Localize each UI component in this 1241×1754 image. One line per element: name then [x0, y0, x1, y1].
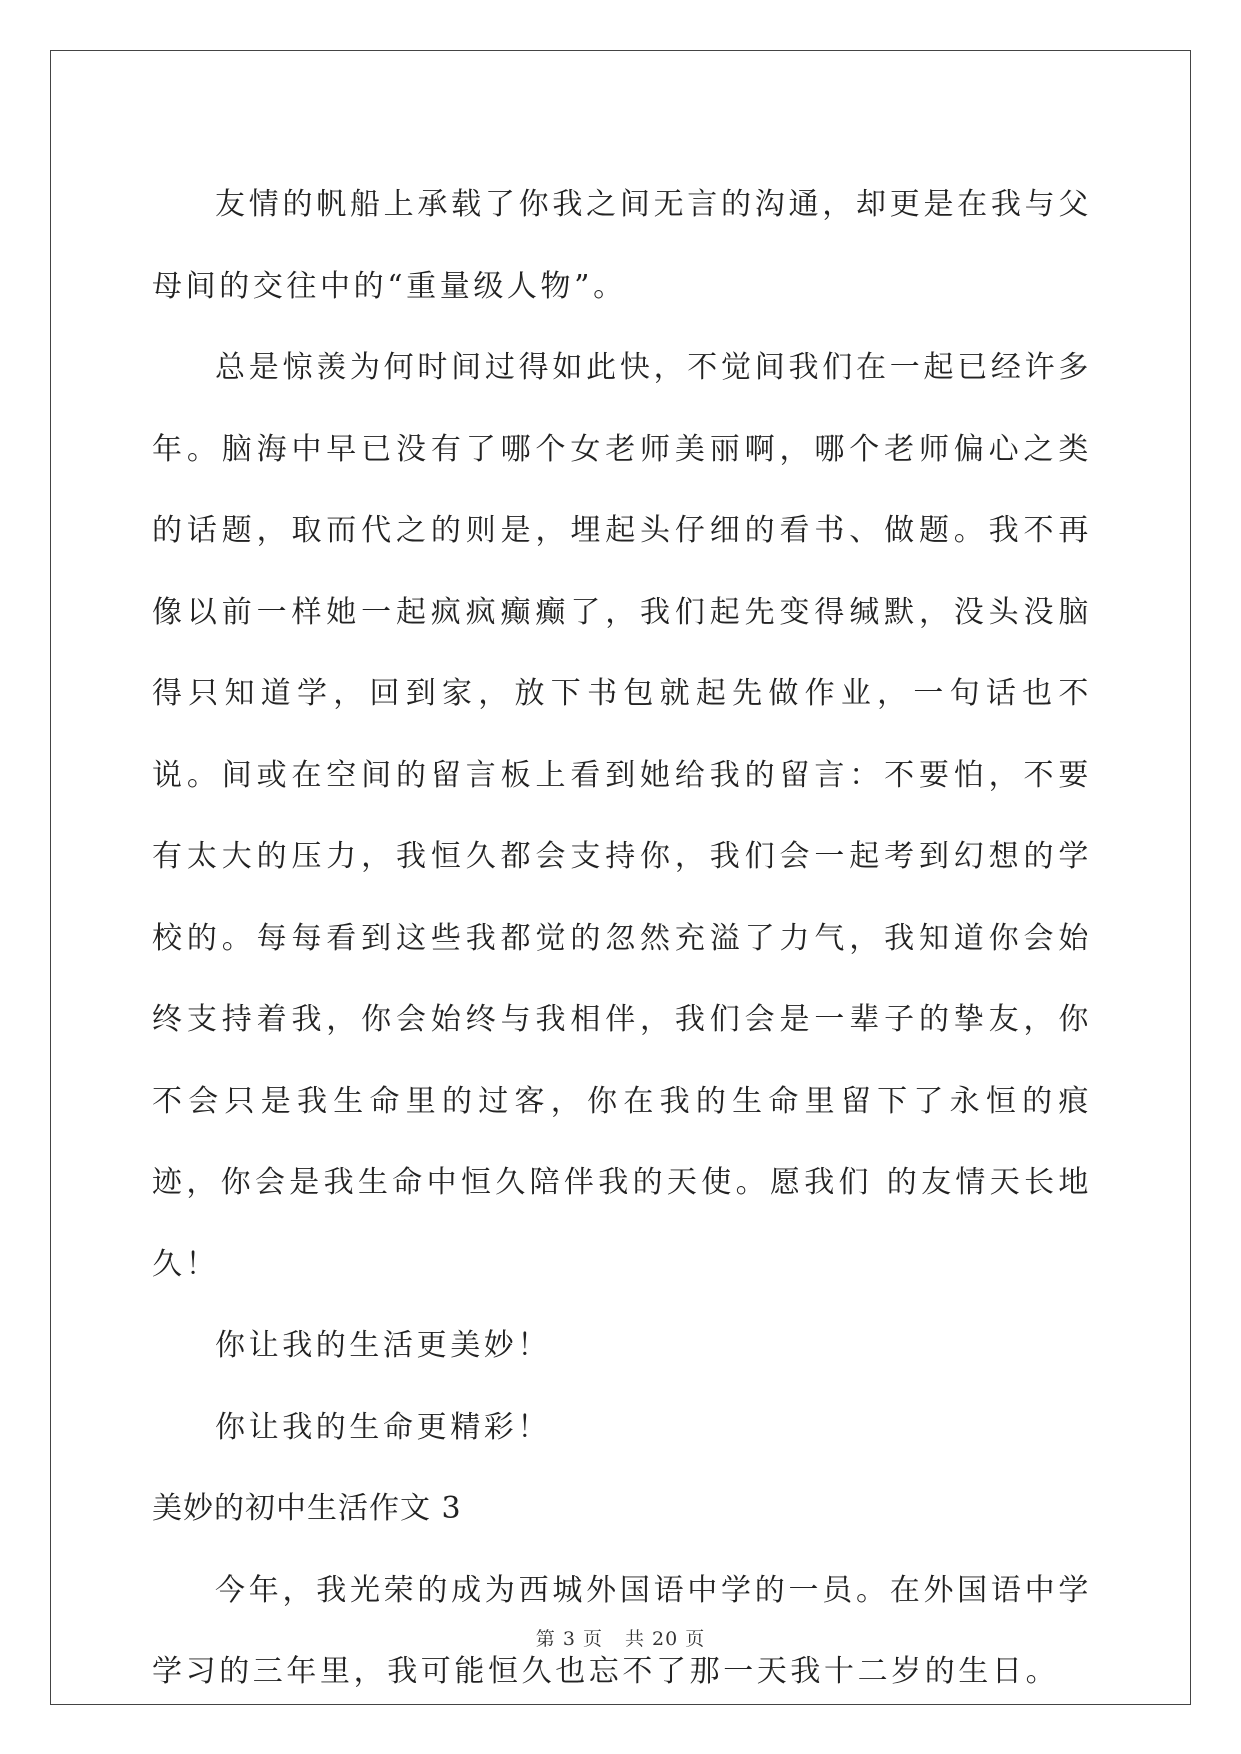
paragraph-3: 你让我的生活更美妙！ — [215, 1328, 551, 1363]
page-number: 第 3 页 — [535, 1628, 603, 1650]
paragraph-2: 总是惊羡为何时间过得如此快，不觉间我们在一起已经许多年。脑海中早已没有了哪个女老师美丽啊，哪个老师偏心之类的话题，取而代之的则是，埋起头仔细的看书、做题。我不再像以前一样她一起疯疯癫癫了，我们起先变得缄默，没头没脑得只知道学，回到家，放下书包就起先做作业，一句话也不说。间或在空间的留言板上看到她给我的留言：不要怕，不要有太大的压力，我恒久都会支持你，我们会一起考到幻想的学校的。每每看到这些我都觉的忽然充溢了力气，我知道你会始终支持着我，你会始终与我相伴，我们会是一辈子的挚友，你不会只是我生命里的过客，你在我的生命里留下了永恒的痕迹，你会是我生命中恒久陪伴我的天使。愿我们 的友情天长地久！ — [152, 350, 1092, 1282]
paragraph-4: 你让我的生命更精彩！ — [215, 1409, 551, 1445]
page-total: 共 20 页 — [624, 1628, 706, 1650]
page-footer — [0, 1624, 1241, 1651]
document-body — [152, 164, 1092, 1713]
section-heading: 美妙的初中生活作文 3 — [152, 1491, 462, 1526]
paragraph-5: 今年，我光荣的成为西城外国语中学的一员。在外国语中学学习的三年里，我可能恒久也忘不了那一天我十二岁的生日。 — [152, 1572, 1092, 1689]
paragraph-1: 友情的帆船上承载了你我之间无言的沟通，却更是在我与父母间的交往中的“重量级人物”。 — [152, 187, 1092, 304]
